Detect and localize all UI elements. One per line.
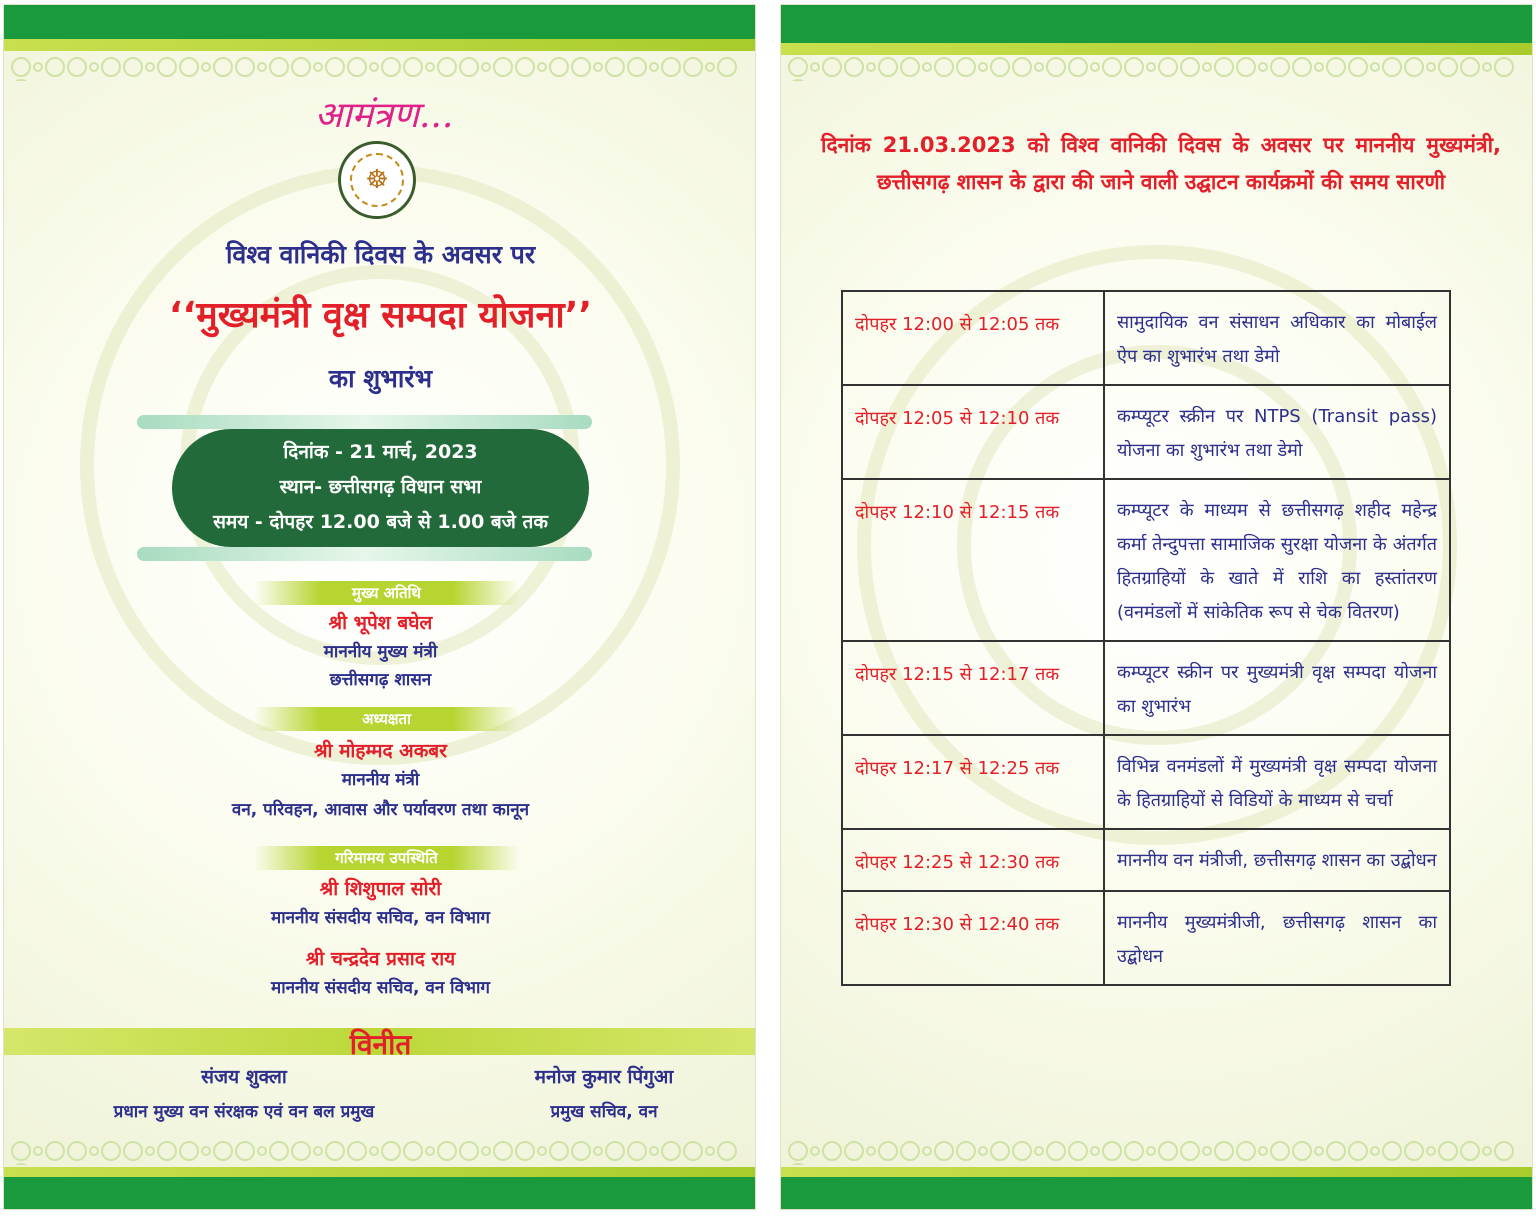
pill-bottom-bar	[137, 547, 592, 561]
top-lime-band	[4, 39, 755, 51]
signatory-2-title: प्रमुख सचिव, वन	[550, 1102, 658, 1122]
ring-decoration	[45, 1141, 65, 1161]
ring-decoration	[978, 62, 988, 72]
ring-decoration	[1370, 1146, 1380, 1156]
ring-decoration	[1068, 1141, 1088, 1161]
ring-decoration	[1090, 1146, 1100, 1156]
ring-decoration	[515, 1141, 535, 1161]
dignitary-2-name: श्री चन्द्रदेव प्रसाद राय	[305, 948, 456, 970]
schedule-row	[842, 385, 1450, 479]
top-green-band	[4, 5, 755, 39]
ring-decoration	[403, 57, 423, 77]
ring-decoration	[1326, 57, 1346, 77]
ring-decoration	[1382, 57, 1402, 77]
ring-decoration	[257, 62, 267, 72]
schedule-activity: कम्प्यूटर स्क्रीन पर मुख्यमंत्री वृक्ष सम्पदा योजना का शुभारंभ	[1104, 641, 1450, 735]
ring-decoration	[313, 62, 323, 72]
ring-decoration	[11, 1163, 31, 1165]
ring-decoration	[1270, 57, 1290, 77]
schedule-activity: माननीय वन मंत्रीजी, छत्तीसगढ़ शासन का उद्बोधन	[1104, 829, 1450, 891]
ring-decoration	[347, 57, 367, 77]
ring-decoration	[1292, 1141, 1312, 1161]
ring-decoration	[593, 1146, 603, 1156]
ring-decoration	[347, 1141, 367, 1161]
ring-decoration	[157, 57, 177, 77]
ring-decoration	[145, 1146, 155, 1156]
schedule-time: दोपहर 12:30 से 12:40 तक	[842, 891, 1104, 985]
ring-decoration	[1214, 57, 1234, 77]
ring-decoration	[1102, 57, 1122, 77]
ring-decoration	[1482, 62, 1492, 72]
event-details-pill	[172, 429, 589, 547]
ring-decoration	[537, 62, 547, 72]
occasion-heading: विश्व वानिकी दिवस के अवसर पर	[225, 240, 536, 269]
ring-decoration	[717, 57, 737, 77]
ring-decoration	[866, 62, 876, 72]
amantran-heading: आमंत्रण...	[314, 95, 454, 136]
bottom-green-band	[4, 1177, 755, 1210]
ring-decoration	[1012, 1141, 1032, 1161]
ring-decoration	[571, 1141, 591, 1161]
ring-decoration	[1046, 57, 1066, 77]
ring-decoration	[788, 57, 808, 77]
ring-decoration	[67, 1141, 87, 1161]
ring-decoration	[549, 57, 569, 77]
ring-decoration	[1214, 1141, 1234, 1161]
ring-decoration	[1404, 1141, 1424, 1161]
chief-guest-government: छत्तीसगढ़ शासन	[329, 670, 432, 690]
schedule-heading: दिनांक 21.03.2023 को विश्व वानिकी दिवस के अवसर पर माननीय मुख्यमंत्री, छत्तीसगढ़ शासन के द्वारा की जाने वाली उद्घाटन कार्यक्रमों की समय सारणी	[821, 133, 1501, 194]
ring-decoration	[627, 1141, 647, 1161]
ring-decoration	[101, 57, 121, 77]
signatory-1-name: संजय शुक्ला	[201, 1066, 287, 1088]
schedule-table	[841, 290, 1451, 986]
ring-decoration	[571, 57, 591, 77]
ring-decoration	[956, 1141, 976, 1161]
ring-decoration	[381, 57, 401, 77]
event-time: समय - दोपहर 12.00 बजे से 1.00 बजे तक	[213, 511, 548, 533]
dignitaries-label: गरिमामय उपस्थिति	[254, 846, 519, 870]
ring-decoration	[990, 57, 1010, 77]
ring-decoration	[788, 1163, 808, 1165]
ring-decoration	[1370, 62, 1380, 72]
top-lime-band	[781, 43, 1532, 55]
ring-decoration	[705, 62, 715, 72]
schedule-time: दोपहर 12:17 से 12:25 तक	[842, 735, 1104, 829]
ring-decoration	[381, 1141, 401, 1161]
ring-decoration	[788, 1141, 808, 1161]
chief-guest-label: मुख्य अतिथि	[254, 581, 519, 605]
ring-decoration	[459, 1141, 479, 1161]
ring-decoration	[1180, 1141, 1200, 1161]
ring-decoration	[369, 62, 379, 72]
ring-decoration	[1438, 57, 1458, 77]
pill-top-bar	[137, 415, 592, 429]
ring-decoration	[369, 1146, 379, 1156]
ring-decoration	[1292, 57, 1312, 77]
ring-decoration	[1426, 62, 1436, 72]
ring-decoration	[922, 1146, 932, 1156]
ring-decoration	[89, 1146, 99, 1156]
ring-decoration	[900, 1141, 920, 1161]
ring-decoration	[934, 57, 954, 77]
ring-decoration	[123, 57, 143, 77]
ring-decoration	[1426, 1146, 1436, 1156]
top-ring-border	[787, 55, 1526, 81]
dignitary-2-title: माननीय संसदीय सचिव, वन विभाग	[271, 978, 490, 998]
ring-decoration	[605, 1141, 625, 1161]
ring-decoration	[844, 57, 864, 77]
ring-decoration	[593, 62, 603, 72]
top-green-band	[781, 5, 1532, 43]
ring-decoration	[1202, 62, 1212, 72]
ring-decoration	[437, 57, 457, 77]
schedule-row	[842, 291, 1450, 385]
ring-decoration	[1236, 57, 1256, 77]
ring-decoration	[1494, 57, 1514, 77]
chief-guest-designation: माननीय मुख्य मंत्री	[323, 642, 438, 662]
ring-decoration	[291, 1141, 311, 1161]
ring-decoration	[878, 57, 898, 77]
ring-decoration	[1236, 1141, 1256, 1161]
emblem-lion-capital-icon: ☸	[350, 153, 404, 207]
dignitary-1-name: श्री शिशुपाल सोरी	[319, 878, 442, 900]
ring-decoration	[661, 57, 681, 77]
ring-decoration	[425, 1146, 435, 1156]
bottom-green-band	[781, 1177, 1532, 1210]
presidency-label: अध्यक्षता	[254, 707, 519, 731]
event-venue: स्थान- छत्तीसगढ़ विधान सभा	[279, 476, 482, 498]
ring-decoration	[1494, 1141, 1514, 1161]
ring-decoration	[878, 1141, 898, 1161]
ring-decoration	[627, 57, 647, 77]
ring-decoration	[493, 57, 513, 77]
chhattisgarh-emblem-icon	[338, 141, 416, 219]
ring-decoration	[822, 1141, 842, 1161]
ring-decoration	[844, 1141, 864, 1161]
ring-decoration	[1090, 62, 1100, 72]
ring-decoration	[403, 1141, 423, 1161]
ring-decoration	[33, 1146, 43, 1156]
ring-decoration	[1124, 57, 1144, 77]
ring-decoration	[1046, 1141, 1066, 1161]
ring-decoration	[45, 57, 65, 77]
ring-decoration	[235, 57, 255, 77]
ring-decoration	[1404, 57, 1424, 77]
schedule-time: दोपहर 12:15 से 12:17 तक	[842, 641, 1104, 735]
ring-decoration	[1158, 57, 1178, 77]
ring-decoration	[1124, 1141, 1144, 1161]
schedule-activity: कम्प्यूटर स्क्रीन पर NTPS (Transit pass) योजना का शुभारंभ तथा डेमो	[1104, 385, 1450, 479]
ring-decoration	[213, 1141, 233, 1161]
schedule-activity: सामुदायिक वन संसाधन अधिकार का मोबाईल ऐप का शुभारंभ तथा डेमो	[1104, 291, 1450, 385]
ring-decoration	[1348, 1141, 1368, 1161]
ring-decoration	[537, 1146, 547, 1156]
schedule-row	[842, 829, 1450, 891]
ring-decoration	[459, 57, 479, 77]
ring-decoration	[269, 1141, 289, 1161]
ring-decoration	[978, 1146, 988, 1156]
ring-decoration	[822, 57, 842, 77]
ring-decoration	[922, 62, 932, 72]
invitation-page	[3, 4, 756, 1210]
ring-decoration	[325, 57, 345, 77]
ring-decoration	[1314, 1146, 1324, 1156]
schedule-row	[842, 641, 1450, 735]
dignitary-1-title: माननीय संसदीय सचिव, वन विभाग	[271, 908, 490, 928]
ring-decoration	[1146, 1146, 1156, 1156]
ring-decoration	[1348, 57, 1368, 77]
schedule-row	[842, 735, 1450, 829]
ring-decoration	[157, 1141, 177, 1161]
ring-decoration	[683, 1141, 703, 1161]
ring-decoration	[437, 1141, 457, 1161]
ring-decoration	[481, 62, 491, 72]
ring-decoration	[605, 57, 625, 77]
schedule-time: दोपहर 12:05 से 12:10 तक	[842, 385, 1104, 479]
ring-decoration	[1146, 62, 1156, 72]
ring-decoration	[649, 62, 659, 72]
ring-decoration	[257, 1146, 267, 1156]
schedule-row	[842, 891, 1450, 985]
chief-guest-name: श्री भूपेश बघेल	[328, 612, 433, 634]
ring-decoration	[313, 1146, 323, 1156]
ring-decoration	[683, 57, 703, 77]
ring-decoration	[101, 1141, 121, 1161]
ring-decoration	[810, 62, 820, 72]
ring-decoration	[1034, 1146, 1044, 1156]
ring-decoration	[11, 1141, 31, 1161]
ring-decoration	[1314, 62, 1324, 72]
bottom-ring-border	[10, 1139, 749, 1165]
bottom-ring-border	[787, 1139, 1526, 1165]
ring-decoration	[179, 57, 199, 77]
ring-decoration	[900, 57, 920, 77]
signatory-1	[64, 1063, 424, 1122]
ring-decoration	[1270, 1141, 1290, 1161]
ring-decoration	[145, 62, 155, 72]
ring-decoration	[89, 62, 99, 72]
ring-decoration	[1180, 57, 1200, 77]
ring-decoration	[549, 1141, 569, 1161]
ring-decoration	[990, 1141, 1010, 1161]
launch-subtitle: का शुभारंभ	[328, 364, 433, 393]
schedule-activity: माननीय मुख्यमंत्रीजी, छत्तीसगढ़ शासन का उद्बोधन	[1104, 891, 1450, 985]
vinit-heading: विनीत	[349, 1028, 412, 1061]
ring-decoration	[934, 1141, 954, 1161]
ring-decoration	[1438, 1141, 1458, 1161]
ring-decoration	[481, 1146, 491, 1156]
ring-decoration	[269, 57, 289, 77]
ring-decoration	[201, 62, 211, 72]
ring-decoration	[1202, 1146, 1212, 1156]
ring-decoration	[705, 1146, 715, 1156]
ring-decoration	[1034, 62, 1044, 72]
ring-decoration	[11, 57, 31, 77]
schedule-time: दोपहर 12:00 से 12:05 तक	[842, 291, 1104, 385]
schedule-activity: विभिन्न वनमंडलों में मुख्यमंत्री वृक्ष सम्पदा योजना के हितग्राहियों से विडियों के माध्यम से चर्चा	[1104, 735, 1450, 829]
ring-decoration	[649, 1146, 659, 1156]
ring-decoration	[515, 57, 535, 77]
ring-decoration	[1258, 1146, 1268, 1156]
ring-decoration	[1258, 62, 1268, 72]
ring-decoration	[213, 57, 233, 77]
scheme-title: ‘‘मुख्यमंत्री वृक्ष सम्पदा योजना’’	[168, 295, 593, 336]
signatory-2	[464, 1063, 744, 1122]
ring-decoration	[1102, 1141, 1122, 1161]
signatory-2-name: मनोज कुमार पिंगुआ	[534, 1066, 674, 1088]
schedule-row	[842, 479, 1450, 641]
ring-decoration	[325, 1141, 345, 1161]
ring-decoration	[179, 1141, 199, 1161]
ring-decoration	[717, 1141, 737, 1161]
presidency-designation: माननीय मंत्री	[341, 770, 420, 790]
ring-decoration	[1068, 57, 1088, 77]
ring-decoration	[661, 1141, 681, 1161]
signatory-1-title: प्रधान मुख्य वन संरक्षक एवं वन बल प्रमुख	[113, 1102, 375, 1122]
ring-decoration	[67, 57, 87, 77]
ring-decoration	[1012, 57, 1032, 77]
ring-decoration	[788, 79, 808, 81]
ring-decoration	[291, 57, 311, 77]
ring-decoration	[1460, 57, 1480, 77]
ring-decoration	[1482, 1146, 1492, 1156]
ring-decoration	[33, 62, 43, 72]
ring-decoration	[956, 57, 976, 77]
schedule-activity: कम्प्यूटर के माध्यम से छत्तीसगढ़ शहीद महेन्द्र कर्मा तेन्दुपत्ता सामाजिक सुरक्षा योजना के अंतर्गत हितग्राहियों के खाते में राशि का हस्तांतरण (वनमंडलों में सांकेतिक रूप से चेक वितरण)	[1104, 479, 1450, 641]
ring-decoration	[1382, 1141, 1402, 1161]
ring-decoration	[1158, 1141, 1178, 1161]
presidency-portfolio: वन, परिवहन, आवास और पर्यावरण तथा कानून	[231, 800, 530, 820]
ring-decoration	[810, 1146, 820, 1156]
event-date: दिनांक - 21 मार्च, 2023	[283, 441, 478, 463]
schedule-page	[780, 4, 1533, 1210]
presidency-name: श्री मोहम्मद अकबर	[314, 740, 447, 762]
ring-decoration	[493, 1141, 513, 1161]
top-ring-border	[10, 55, 749, 81]
ring-decoration	[1460, 1141, 1480, 1161]
ring-decoration	[201, 1146, 211, 1156]
schedule-time: दोपहर 12:25 से 12:30 तक	[842, 829, 1104, 891]
ring-decoration	[11, 79, 31, 81]
schedule-time: दोपहर 12:10 से 12:15 तक	[842, 479, 1104, 641]
ring-decoration	[1326, 1141, 1346, 1161]
ring-decoration	[866, 1146, 876, 1156]
ring-decoration	[123, 1141, 143, 1161]
ring-decoration	[235, 1141, 255, 1161]
ring-decoration	[425, 62, 435, 72]
